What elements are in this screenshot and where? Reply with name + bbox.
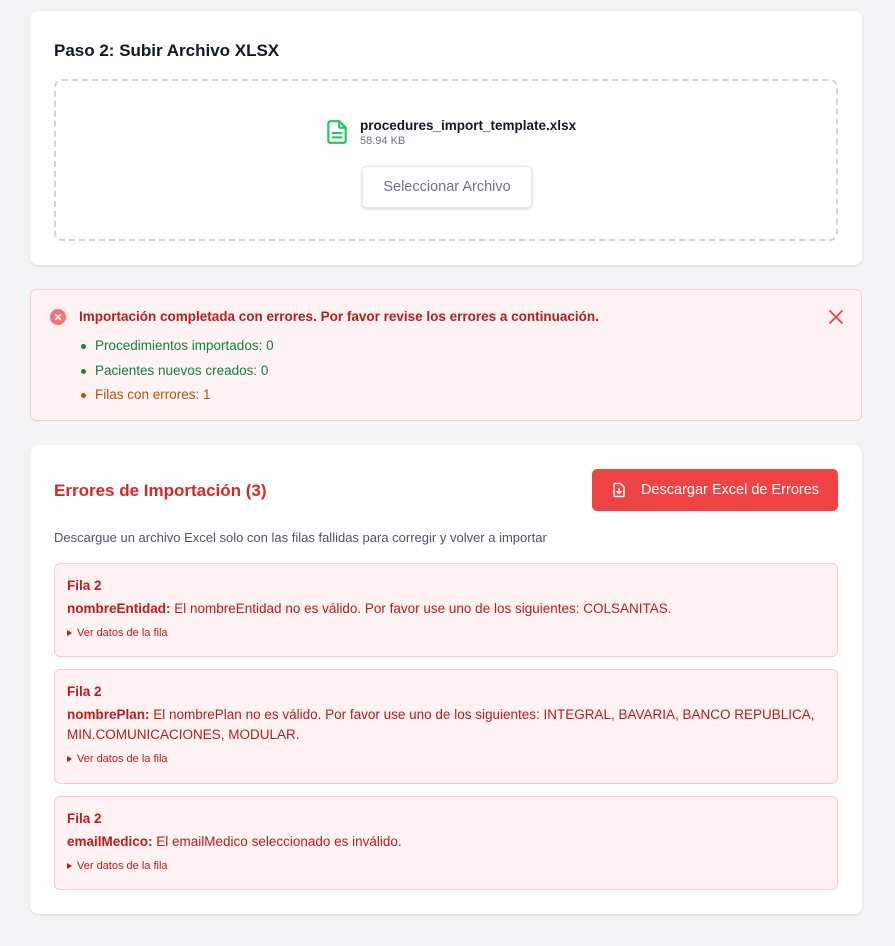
- error-item: [54, 563, 838, 657]
- error-message: nombrePlan: El nombrePlan no es válido. Por favor use uno de los siguientes: INTEGRAL, BAVARIA, BANCO REPUBLICA, MIN.COMUNICACIONES, MODULAR.: [67, 707, 815, 742]
- alert-title: Importación completada con errores. Por favor revise los errores a continuación.: [79, 309, 599, 324]
- summary-procedures-imported: Procedimientos importados: 0: [79, 338, 274, 363]
- file-dropzone[interactable]: [54, 79, 838, 241]
- import-errors-card: [30, 445, 862, 914]
- error-item: [54, 796, 838, 890]
- view-row-data-toggle[interactable]: Ver datos de la fila: [67, 627, 825, 639]
- error-message: nombreEntidad: El nombreEntidad no es válido. Por favor use uno de los siguientes: COLSANITAS.: [67, 601, 672, 616]
- caret-right-icon: [67, 630, 72, 636]
- error-row-number: Fila 2: [67, 684, 102, 699]
- file-name: procedures_import_template.xlsx: [360, 117, 577, 133]
- summary-rows-with-errors: Filas con errores: 1: [79, 387, 274, 412]
- close-icon[interactable]: [827, 308, 845, 326]
- errors-description: Descargue un archivo Excel solo con las filas fallidas para corregir y volver a importar: [54, 530, 547, 545]
- error-row-number: Fila 2: [67, 578, 102, 593]
- select-file-button[interactable]: Seleccionar Archivo: [362, 166, 532, 208]
- view-row-data-toggle[interactable]: Ver datos de la fila: [67, 753, 825, 765]
- view-row-data-toggle[interactable]: Ver datos de la fila: [67, 860, 825, 872]
- error-message: emailMedico: El emailMedico seleccionado es inválido.: [67, 834, 402, 849]
- summary-new-patients: Pacientes nuevos creados: 0: [79, 363, 274, 388]
- error-field: nombreEntidad:: [67, 601, 171, 616]
- upload-title: Paso 2: Subir Archivo XLSX: [54, 41, 280, 60]
- error-row-number: Fila 2: [67, 811, 102, 826]
- error-field: emailMedico:: [67, 834, 153, 849]
- caret-right-icon: [67, 756, 72, 762]
- file-download-icon: [611, 482, 627, 498]
- caret-right-icon: [67, 863, 72, 869]
- file-info: [360, 118, 576, 147]
- import-result-alert: [30, 289, 862, 421]
- errors-title: Errores de Importación (3): [54, 481, 267, 500]
- error-field: nombrePlan:: [67, 707, 150, 722]
- download-errors-label: Descargar Excel de Errores: [640, 482, 820, 498]
- bullet-icon: [81, 393, 86, 398]
- file-text-icon: [324, 117, 350, 147]
- bullet-icon: [81, 369, 86, 374]
- x-circle-icon: [50, 309, 66, 325]
- bullet-icon: [81, 344, 86, 349]
- error-item: [54, 669, 838, 784]
- upload-card: [30, 11, 862, 265]
- download-errors-button[interactable]: [592, 469, 838, 511]
- selected-file: [324, 117, 576, 147]
- file-size: 58.94 KB: [360, 134, 406, 147]
- alert-summary-list: [79, 338, 274, 412]
